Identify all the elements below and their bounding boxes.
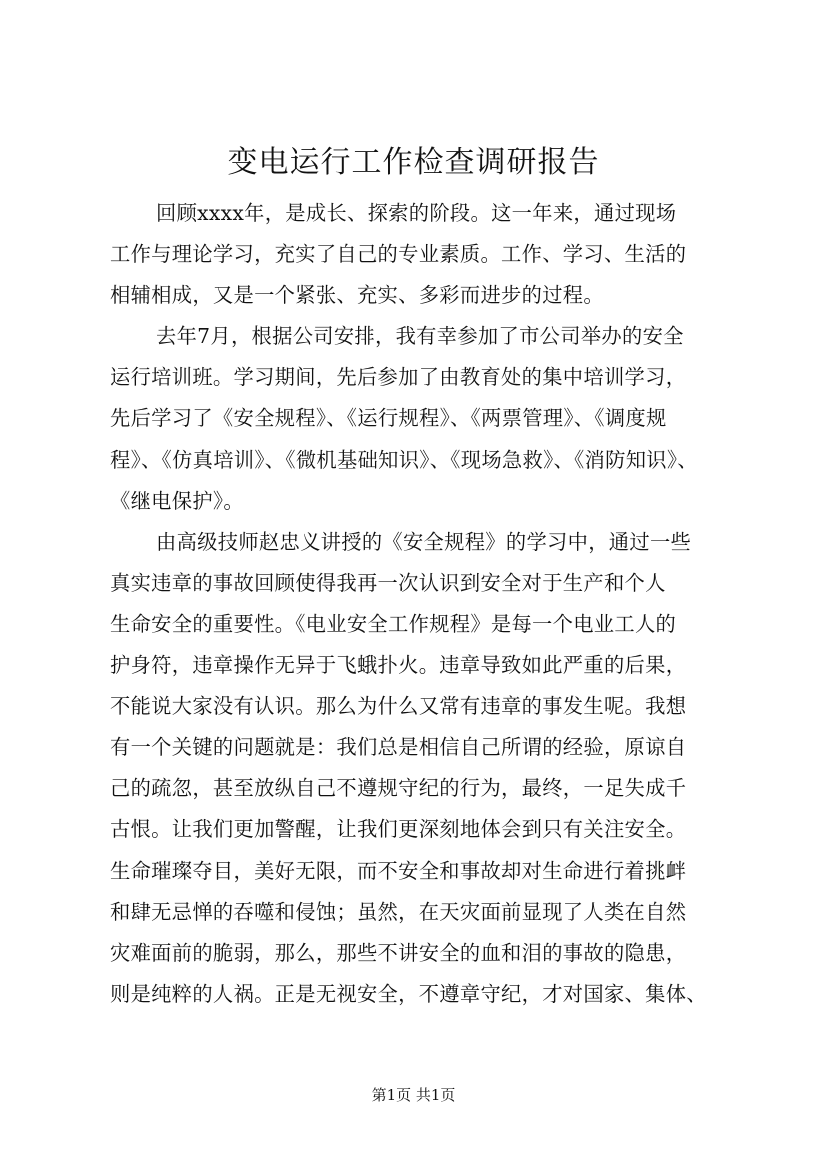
paragraph-1-line-1: 回顾xxxx年，是成长、探索的阶段。这一年来，通过现场 xyxy=(156,201,677,225)
paragraph-2-line-3: 先后学习了《安全规程》、《运行规程》、《两票管理》、《调度规 xyxy=(110,406,667,431)
paragraph-3-line-12: 则是纯粹的人祸。正是无视安全，不遵章守纪，才对国家、集体、 xyxy=(110,981,707,1006)
paragraph-2-line-2: 运行培训班。学习期间，先后参加了由教育处的集中培训学习， xyxy=(110,365,687,390)
paragraph-3-line-9: 生命璀璨夺目，美好无限，而不安全和事故却对生命进行着挑衅 xyxy=(110,858,687,883)
document-body xyxy=(110,193,750,1015)
paragraph-3-line-1: 由高级技师赵忠义讲授的《安全规程》的学习中，通过一些 xyxy=(156,529,692,554)
paragraph-1-line-3: 相辅相成，又是一个紧张、充实、多彩而进步的过程。 xyxy=(110,283,604,308)
paragraph-3-line-2: 真实违章的事故回顾使得我再一次认识到安全对于生产和个人 xyxy=(110,570,666,595)
paragraph-3-line-5: 不能说大家没有认识。那么为什么又常有违章的事发生呢。我想 xyxy=(110,694,687,719)
document-title: 变电运行工作检查调研报告 xyxy=(227,145,600,180)
paragraph-3-line-7: 己的疏忽，甚至放纵自己不遵规守纪的行为，最终，一足失成千 xyxy=(110,776,687,801)
paragraph-3-line-3: 生命安全的重要性。《电业安全工作规程》是每一个电业工人的 xyxy=(110,611,677,636)
paragraph-3-line-10: 和肆无忌惮的吞噬和侵蚀；虽然，在天灾面前显现了人类在自然 xyxy=(110,899,687,924)
paragraph-1-line-2: 工作与理论学习，充实了自己的专业素质。工作、学习、生活的 xyxy=(110,242,687,267)
paragraph-3-line-11: 灾难面前的脆弱，那么，那些不讲安全的血和泪的事故的隐患， xyxy=(110,940,687,965)
paragraph-3-line-4: 护身符，违章操作无异于飞蛾扑火。违章导致如此严重的后果， xyxy=(110,653,687,678)
paragraph-2-line-5: 《继电保护》。 xyxy=(110,488,244,513)
paragraph-2-line-1: 去年7月，根据公司安排，我有幸参加了市公司举办的安全 xyxy=(156,324,684,349)
page-number-footer: 第1页 共1页 xyxy=(371,1086,456,1104)
paragraph-2-line-4: 程》、《仿真培训》、《微机基础知识》、《现场急救》、《消防知识》、 xyxy=(110,447,698,472)
paragraph-3-line-6: 有一个关键的问题就是：我们总是相信自己所谓的经验，原谅自 xyxy=(110,735,687,760)
paragraph-3-line-8: 古恨。让我们更加警醒，让我们更深刻地体会到只有关注安全。 xyxy=(110,817,687,842)
